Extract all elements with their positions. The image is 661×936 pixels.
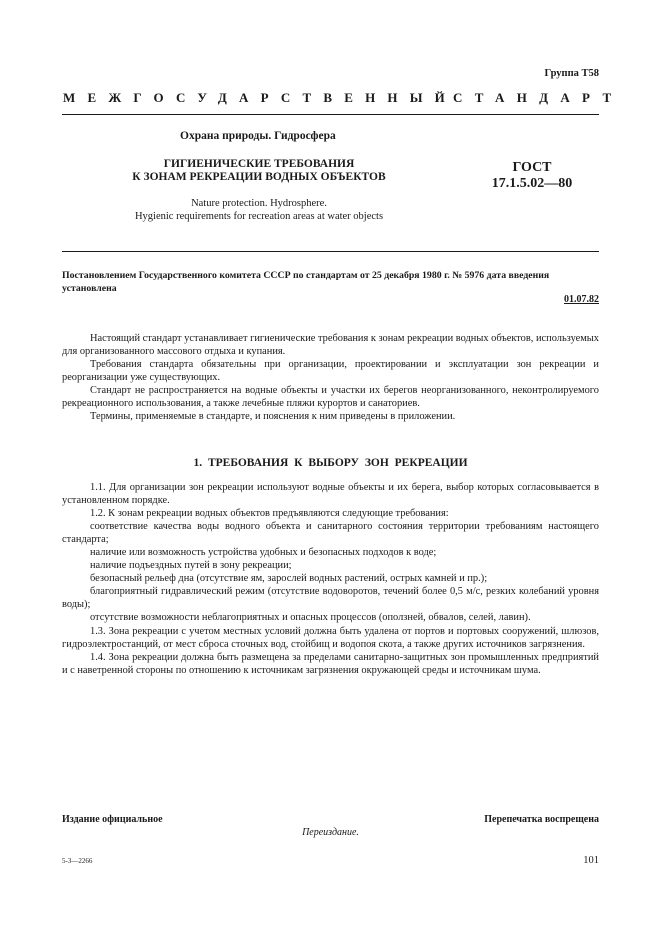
print-code: 5-3—2266 (62, 857, 93, 865)
reissue-note: Переиздание. (302, 827, 359, 838)
section-paragraph: наличие или возможность устройства удобных и безопасных подходов к воде; (90, 547, 437, 559)
section-paragraph: 1.3. Зона рекреации с учетом местных условий должна быть удалена от портов и портовых сооружений, шлюзов, гидроэлектростанций, от мест сброса сточных вод, стойбищ и водопоя скота, а также других источников загрязнения. (62, 625, 599, 650)
russian-title-line-1: ГИГИЕНИЧЕСКИЕ ТРЕБОВАНИЯ (163, 158, 355, 170)
section-heading: 1. ТРЕБОВАНИЯ К ВЫБОРУ ЗОН РЕКРЕАЦИИ (193, 457, 468, 469)
english-title-line-1: Nature protection. Hydrosphere. (191, 198, 327, 209)
intro-paragraph: Требования стандарта обязательны при организации, проектировании и эксплуатации зон рекреации и реорганизации уже существующих. (62, 359, 599, 384)
intro-paragraph: Стандарт не распространяется на водные объекты и участки их берегов неорганизованного, неконтролируемого рекреационного использования, а также лечебные пляжи курортов и санаториев. (62, 385, 599, 410)
section-paragraph: соответствие качества воды водного объекта и санитарного состояния территории требованиям настоящего стандарта; (62, 521, 599, 546)
intro-text (62, 332, 599, 423)
interstate-heading: МЕЖГОСУДАРСТВЕННЫЙ (63, 90, 457, 105)
section-paragraph: отсутствие возможности неблагоприятных и опасных процессов (оползней, обвалов, селей, лавин). (90, 612, 531, 624)
top-rule (62, 114, 599, 115)
intro-paragraph: Настоящий стандарт устанавливает гигиенические требования к зонам рекреации водных объектов, используемых для организованного массового отдыха и купания. (62, 333, 599, 358)
english-title (120, 198, 398, 223)
section-paragraph: благоприятный гидравлический режим (отсутствие водоворотов, течений более 0,5 м/с, резких колебаний уровня воды); (62, 586, 599, 611)
section-paragraph: 1.4. Зона рекреации должна быть размещена за пределами санитарно-защитных зон промышленных предприятий и с наветренной стороны по отношению к источникам загрязнения окружающей среды и источникам шума. (62, 651, 599, 676)
standard-heading: СТАНДАРТ (453, 90, 624, 105)
intro-paragraph: Термины, применяемые в стандарте, и пояснения к ним приведены в приложении. (90, 411, 456, 423)
gost-number: 17.1.5.02—80 (491, 176, 573, 191)
effective-date: 01.07.82 (564, 294, 599, 305)
russian-title-line-2: К ЗОНАМ РЕКРЕАЦИИ ВОДНЫХ ОБЪЕКТОВ (132, 171, 386, 183)
decree-text: Постановлением Государственного комитета СССР по стандартам от 25 декабря 1980 г. № 5976 дата введения установлена (62, 270, 550, 294)
section-paragraph: безопасный рельеф дна (отсутствие ям, зарослей водных растений, острых камней и пр.); (90, 573, 488, 585)
reprint-notice: Перепечатка воспрещена (484, 814, 599, 825)
english-title-line-2: Hygienic requirements for recreation areas at water objects (134, 210, 384, 222)
section-text (62, 481, 599, 677)
section-paragraph: 1.2. К зонам рекреации водных объектов предъявляются следующие требования: (90, 508, 449, 520)
subject-title: Охрана природы. Гидросфера (180, 130, 336, 142)
russian-title (120, 158, 398, 184)
middle-rule (62, 251, 599, 252)
gost-designation (482, 160, 582, 192)
section-paragraph: наличие подъездных путей в зону рекреации; (90, 560, 292, 572)
gost-label: ГОСТ (512, 160, 552, 175)
official-edition: Издание официальное (62, 814, 163, 825)
page-number: 101 (583, 855, 599, 866)
section-paragraph: 1.1. Для организации зон рекреации используют водные объекты и их берега, выбор которых согласовывается в установленном порядке. (62, 482, 599, 507)
group-code: Группа Т58 (544, 68, 599, 79)
